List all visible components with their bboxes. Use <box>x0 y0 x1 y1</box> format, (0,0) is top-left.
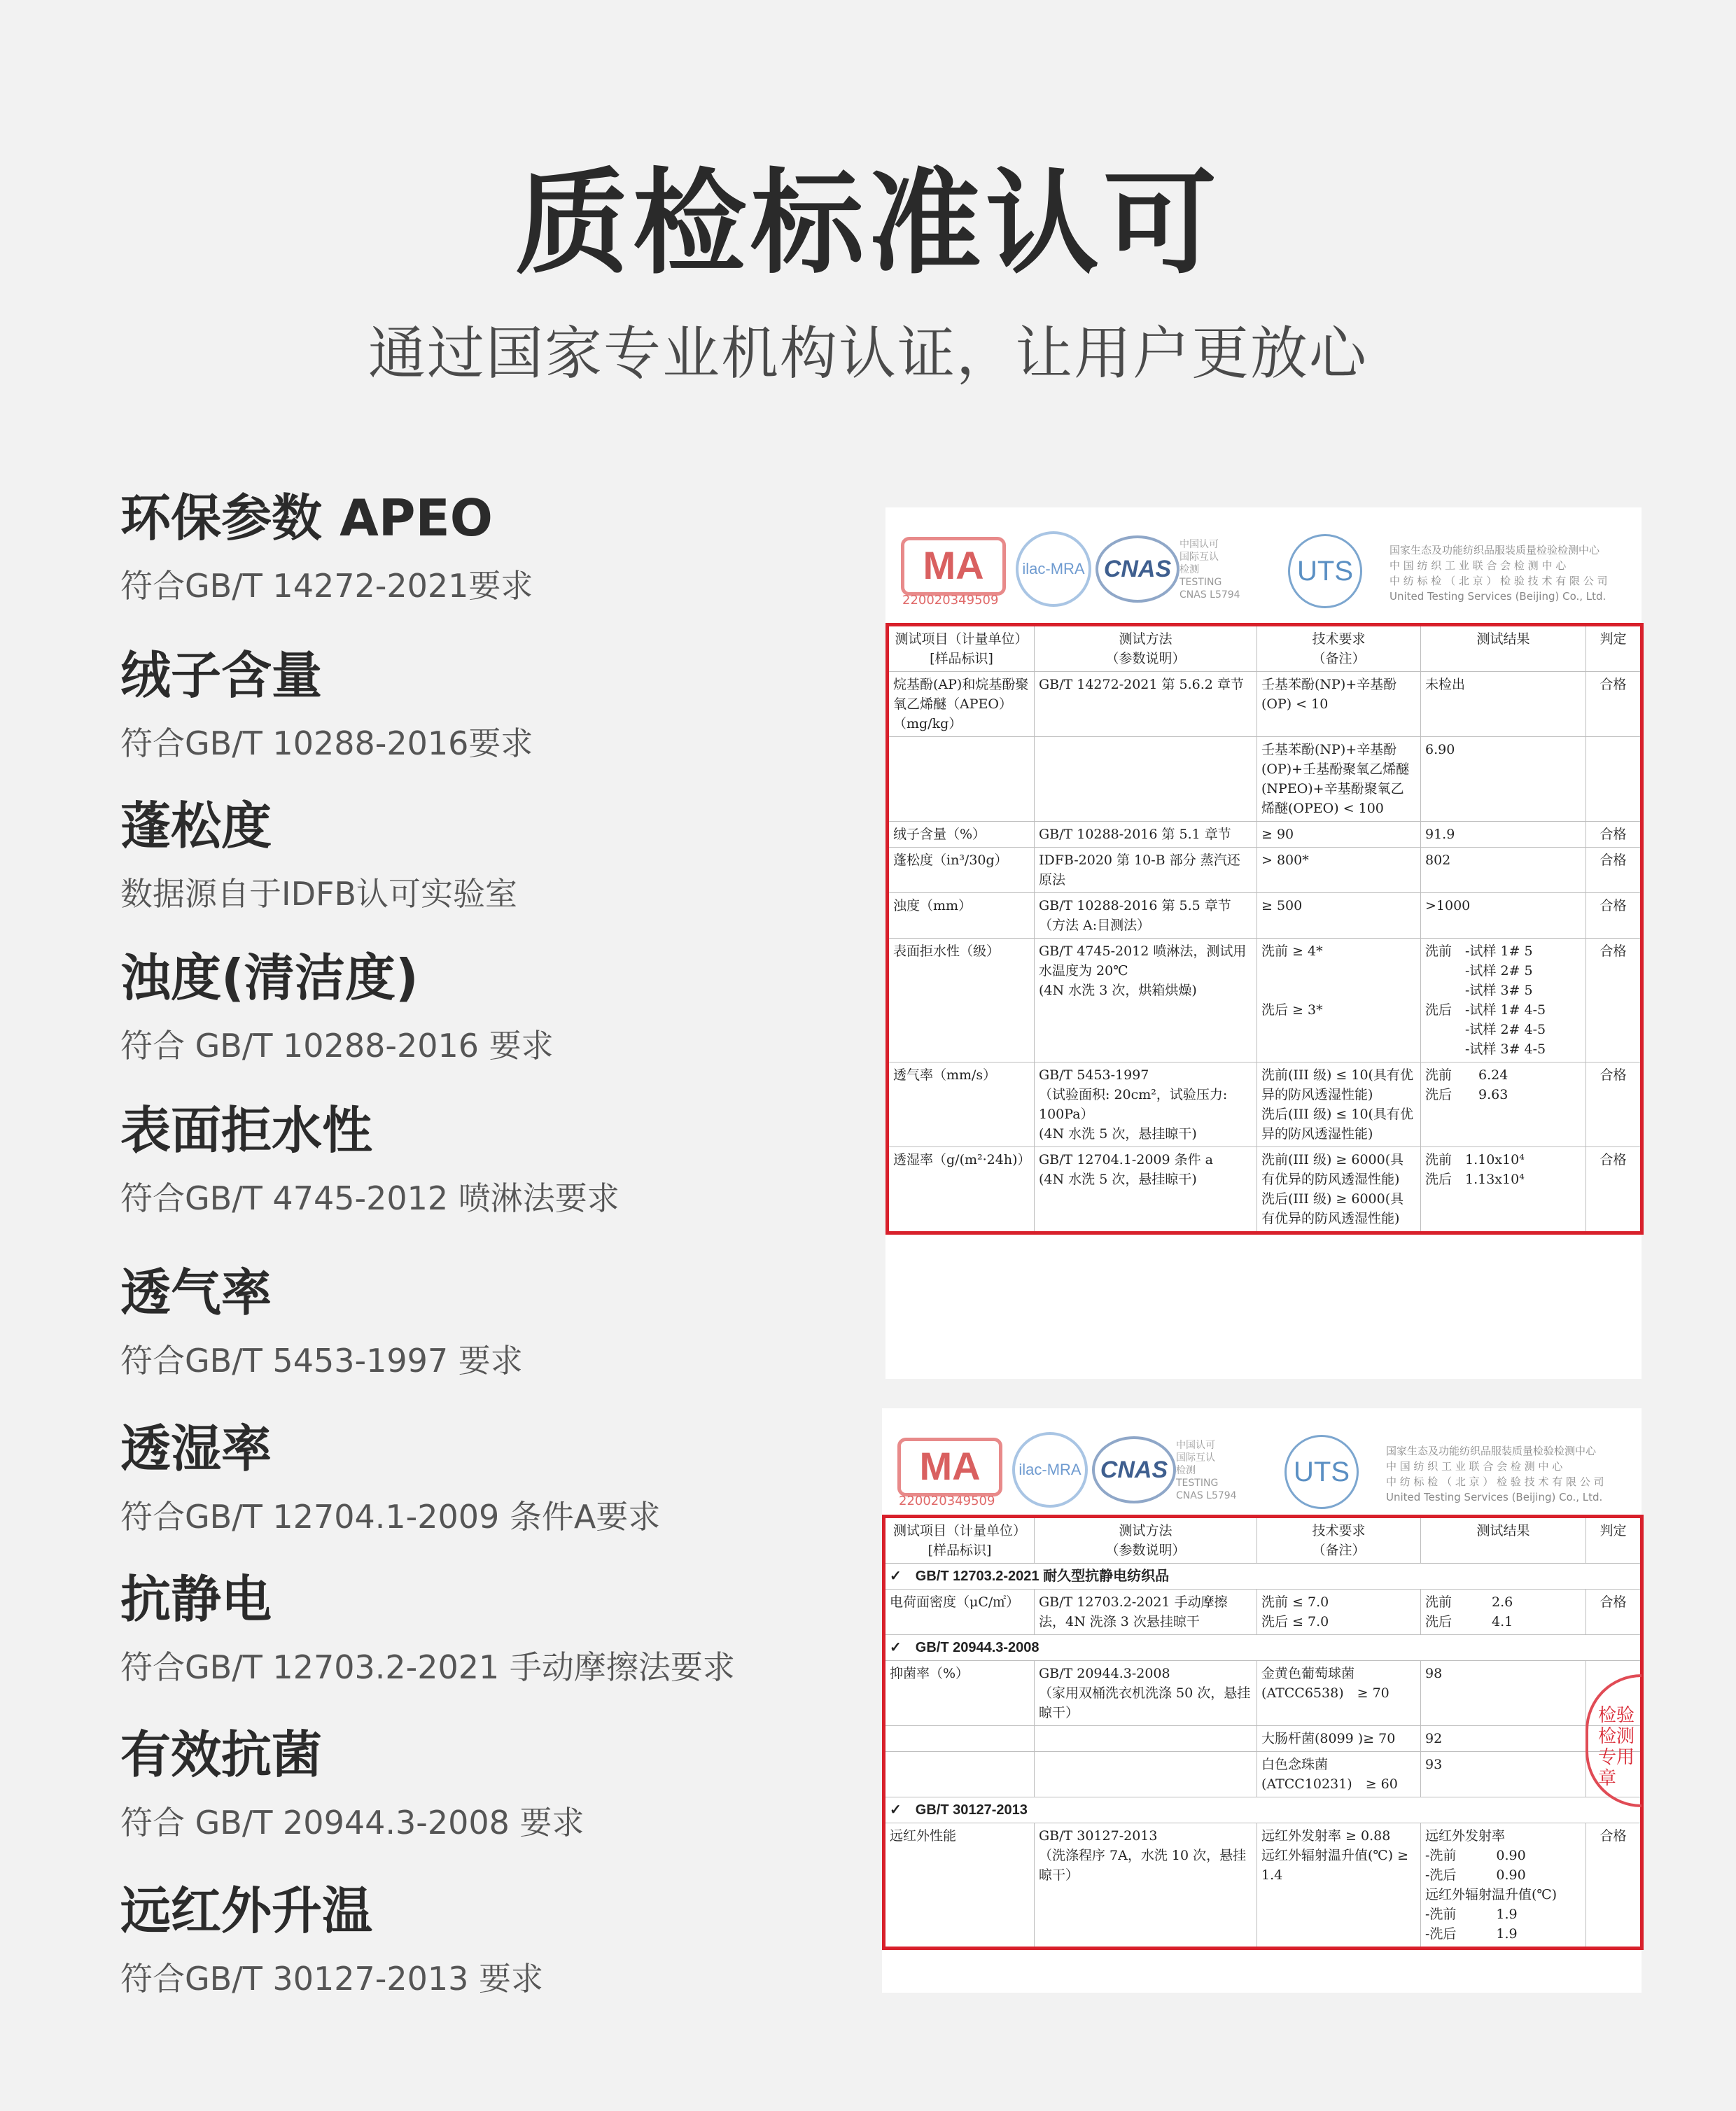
feature-name: 表面拒水性 <box>120 1101 373 1160</box>
feature-name: 抗静电 <box>120 1570 272 1629</box>
feature-item-moisture-permeability <box>120 1417 855 1536</box>
table-row <box>888 893 1642 939</box>
table-cell: 绒子含量（%） <box>888 822 1035 848</box>
table-cell: 表面拒水性（级） <box>888 939 1035 1062</box>
lab-name: 国家生态及功能纺织品服装质量检验检测中心 中 国 纺 织 工 业 联 合 会 检 测 中 心 中 纺 标 检 （ 北 京 ） 检 验 技 术 有 限 公 司 United Testing Services (Beijing) Co., Ltd. <box>1390 544 1608 603</box>
table-cell: 壬基苯酚(NP)+辛基酚(OP)+壬基酚聚氧乙烯醚(NPEO)+辛基酚聚氧乙烯醚(OPEO) < 100 <box>1257 737 1421 822</box>
table-cell: 合格 <box>1586 893 1642 939</box>
table-cell: >1000 <box>1421 893 1586 939</box>
table-cell: 合格 <box>1586 1062 1642 1147</box>
table-row <box>884 1752 1642 1797</box>
table-cell: 蓬松度（in³/30g） <box>888 848 1035 893</box>
table-cell: 远红外发射率 ≥ 0.88 远红外辐射温升值(℃) ≥ 1.4 <box>1257 1823 1421 1949</box>
feature-desc: 符合 GB/T 10288-2016 要求 <box>120 1027 554 1065</box>
table-cell: 98 <box>1421 1661 1586 1726</box>
feature-name: 蓬松度 <box>120 797 272 855</box>
table-row <box>888 848 1642 893</box>
table-cell: 洗前 6.24 洗后 9.63 <box>1421 1062 1586 1147</box>
test-report-1 <box>886 507 1642 1379</box>
table-cell <box>1035 737 1257 822</box>
table-row <box>884 1726 1642 1752</box>
feature-item-apeo <box>120 486 855 605</box>
report-header <box>886 507 1642 619</box>
cnas-caption: 中国认可 国际互认 检测 TESTING CNAS L5794 <box>1180 539 1240 601</box>
table-header-cell: 测试项目（计量单位） [样品标识] <box>888 625 1035 672</box>
feature-item-fill-power <box>120 794 855 913</box>
table-cell: 白色念珠菌 (ATCC10231) ≥ 60 <box>1257 1752 1421 1797</box>
table-cell: 802 <box>1421 848 1586 893</box>
cma-logo: MA <box>897 1438 1002 1496</box>
feature-desc: 符合GB/T 5453-1997 要求 <box>120 1342 523 1380</box>
table-cell <box>888 737 1035 822</box>
feature-desc: 符合GB/T 12704.1-2009 条件A要求 <box>120 1498 661 1536</box>
table-header-row <box>884 1517 1642 1564</box>
table-cell: GB/T 20944.3-2008 （家用双桶洗衣机洗涤 50 次，悬挂晾干） <box>1035 1661 1257 1726</box>
ilac-mra-logo: ilac-MRA <box>1012 1432 1088 1508</box>
feature-desc: 数据源自于IDFB认可实验室 <box>120 875 518 913</box>
table-section-row <box>884 1564 1642 1590</box>
cma-logo: MA <box>901 537 1006 596</box>
feature-item-water-repellency <box>120 1099 855 1218</box>
table-cell <box>884 1726 1035 1752</box>
table-cell: 91.9 <box>1421 822 1586 848</box>
table-header-cell: 技术要求 （备注） <box>1257 1517 1421 1564</box>
table-cell: 93 <box>1421 1752 1586 1797</box>
report-table-1 <box>886 623 1644 1235</box>
feature-item-turbidity <box>120 946 855 1065</box>
feature-name: 远红外升温 <box>120 1881 373 1940</box>
table-cell: 合格 <box>1586 1823 1642 1949</box>
cnas-logo: CNAS <box>1092 1436 1176 1503</box>
table-cell: 壬基苯酚(NP)+辛基酚(OP) < 10 <box>1257 672 1421 737</box>
table-header-cell: 测试方法 （参数说明） <box>1035 625 1257 672</box>
table-cell: 洗前 1.10x10⁴ 洗后 1.13x10⁴ <box>1421 1147 1586 1233</box>
report-table-2 <box>882 1515 1644 1950</box>
feature-desc: 符合GB/T 4745-2012 喷淋法要求 <box>120 1179 620 1217</box>
table-cell: 合格 <box>1586 848 1642 893</box>
table-cell: 洗前 ≤ 7.0 洗后 ≤ 7.0 <box>1257 1590 1421 1635</box>
table-cell: GB/T 5453-1997 （试验面积: 20cm²，试验压力: 100Pa） (4N 水洗 5 次，悬挂晾干) <box>1035 1062 1257 1147</box>
table-header-cell: 技术要求 （备注） <box>1257 625 1421 672</box>
table-row <box>888 1147 1642 1233</box>
section-title: ✓ GB/T 12703.2-2021 耐久型抗静电纺织品 <box>884 1564 1642 1590</box>
table-cell: 烷基酚(AP)和烷基酚聚氧乙烯醚（APEO） （mg/kg） <box>888 672 1035 737</box>
report-header <box>882 1408 1642 1520</box>
table-cell: 大肠杆菌(8099 )≥ 70 <box>1257 1726 1421 1752</box>
table-cell <box>1035 1752 1257 1797</box>
table-header-cell: 判定 <box>1586 1517 1642 1564</box>
table-cell: 远红外发射率 -洗前 0.90 -洗后 0.90 远红外辐射温升值(℃) -洗前 1.9 -洗后 1.9 <box>1421 1823 1586 1949</box>
table-header-cell: 测试方法 （参数说明） <box>1035 1517 1257 1564</box>
feature-desc: 符合 GB/T 20944.3-2008 要求 <box>120 1804 584 1842</box>
table-row <box>888 737 1642 822</box>
table-cell: GB/T 10288-2016 第 5.5 章节 （方法 A:目测法） <box>1035 893 1257 939</box>
uts-logo: UTS <box>1284 1435 1359 1509</box>
table-header-cell: 判定 <box>1586 625 1642 672</box>
table-row <box>888 1062 1642 1147</box>
table-cell: ≥ 90 <box>1257 822 1421 848</box>
feature-name: 有效抗菌 <box>120 1725 323 1784</box>
table-cell: GB/T 12704.1-2009 条件 a (4N 水洗 5 次，悬挂晾干) <box>1035 1147 1257 1233</box>
feature-item-antistatic <box>120 1568 855 1687</box>
table-cell: GB/T 30127-2013 （洗涤程序 7A，水洗 10 次，悬挂晾干） <box>1035 1823 1257 1949</box>
table-cell: 合格 <box>1586 822 1642 848</box>
table-cell: 合格 <box>1586 1590 1642 1635</box>
table-cell: 合格 <box>1586 939 1642 1062</box>
table-cell: 6.90 <box>1421 737 1586 822</box>
table-cell: 洗前 -试样 1# 5 -试样 2# 5 -试样 3# 5 洗后 -试样 1# 4-5 -试样 2# 4-5 -试样 3# 4-5 <box>1421 939 1586 1062</box>
uts-logo: UTS <box>1288 534 1362 608</box>
table-cell: 洗前 ≥ 4* 洗后 ≥ 3* <box>1257 939 1421 1062</box>
cma-number: 220020349509 <box>899 1494 995 1508</box>
table-row <box>884 1661 1642 1726</box>
table-cell: 未检出 <box>1421 672 1586 737</box>
table-row <box>888 822 1642 848</box>
table-cell: 金黄色葡萄球菌 (ATCC6538) ≥ 70 <box>1257 1661 1421 1726</box>
feature-item-far-infrared <box>120 1879 855 1998</box>
table-cell <box>884 1752 1035 1797</box>
feature-item-down-content <box>120 644 855 763</box>
table-cell: 透气率（mm/s） <box>888 1062 1035 1147</box>
page-subtitle: 通过国家专业机构认证，让用户更放心 <box>368 321 1368 387</box>
feature-name: 浊度(清洁度) <box>120 948 419 1007</box>
table-cell: ≥ 500 <box>1257 893 1421 939</box>
table-cell: > 800* <box>1257 848 1421 893</box>
table-header-cell: 测试项目（计量单位） [样品标识] <box>884 1517 1035 1564</box>
page-title: 质检标准认可 <box>515 158 1221 290</box>
table-cell: GB/T 10288-2016 第 5.1 章节 <box>1035 822 1257 848</box>
feature-name: 绒子含量 <box>120 646 323 705</box>
table-row <box>884 1590 1642 1635</box>
table-cell: 合格 <box>1586 1147 1642 1233</box>
table-cell: 洗前 2.6 洗后 4.1 <box>1421 1590 1586 1635</box>
table-cell: IDFB-2020 第 10-B 部分 蒸汽还原法 <box>1035 848 1257 893</box>
table-row <box>884 1823 1642 1949</box>
feature-desc: 符合GB/T 30127-2013 要求 <box>120 1960 544 1998</box>
cnas-logo: CNAS <box>1096 535 1180 603</box>
table-cell <box>1586 737 1642 822</box>
table-cell: 透湿率（g/(m²·24h)） <box>888 1147 1035 1233</box>
table-cell: GB/T 14272-2021 第 5.6.2 章节 <box>1035 672 1257 737</box>
table-cell: 合格 <box>1586 672 1642 737</box>
feature-item-air-permeability <box>120 1261 855 1380</box>
table-header-cell: 测试结果 <box>1421 1517 1586 1564</box>
table-section-row <box>884 1797 1642 1823</box>
feature-desc: 符合GB/T 14272-2021要求 <box>120 567 533 605</box>
section-title: ✓ GB/T 20944.3-2008 <box>884 1635 1642 1661</box>
table-cell: 电荷面密度（μC/㎡） <box>884 1590 1035 1635</box>
test-report-2 <box>882 1408 1642 1993</box>
feature-desc: 符合GB/T 12703.2-2021 手动摩擦法要求 <box>120 1648 735 1686</box>
feature-desc: 符合GB/T 10288-2016要求 <box>120 724 533 762</box>
cnas-caption: 中国认可 国际互认 检测 TESTING CNAS L5794 <box>1176 1440 1237 1501</box>
table-cell: 浊度（mm） <box>888 893 1035 939</box>
feature-name: 透气率 <box>120 1263 272 1322</box>
table-cell: 抑菌率（%） <box>884 1661 1035 1726</box>
table-cell: 92 <box>1421 1726 1586 1752</box>
table-cell: 远红外性能 <box>884 1823 1035 1949</box>
table-header-row <box>888 625 1642 672</box>
section-title: ✓ GB/T 30127-2013 <box>884 1797 1642 1823</box>
table-cell: GB/T 12703.2-2021 手动摩擦法，4N 洗涤 3 次悬挂晾干 <box>1035 1590 1257 1635</box>
table-cell <box>1035 1726 1257 1752</box>
table-section-row <box>884 1635 1642 1661</box>
table-cell: 洗前(III 级) ≥ 6000(具有优异的防风透湿性能) 洗后(III 级) ≥ 6000(具有优异的防风透湿性能) <box>1257 1147 1421 1233</box>
lab-name: 国家生态及功能纺织品服装质量检验检测中心 中 国 纺 织 工 业 联 合 会 检 测 中 心 中 纺 标 检 （ 北 京 ） 检 验 技 术 有 限 公 司 United Testing Services (Beijing) Co., Ltd. <box>1386 1445 1604 1503</box>
cma-number: 220020349509 <box>902 593 999 608</box>
feature-name: 透湿率 <box>120 1419 272 1478</box>
feature-item-antibacterial <box>120 1723 855 1842</box>
table-header-cell: 测试结果 <box>1421 625 1586 672</box>
table-row <box>888 939 1642 1062</box>
table-cell: 洗前(III 级) ≤ 10(具有优异的防风透湿性能) 洗后(III 级) ≤ 10(具有优异的防风透湿性能) <box>1257 1062 1421 1147</box>
table-cell: GB/T 4745-2012 喷淋法，测试用水温度为 20℃ (4N 水洗 3 次，烘箱烘燥) <box>1035 939 1257 1062</box>
table-row <box>888 672 1642 737</box>
ilac-mra-logo: ilac-MRA <box>1016 531 1091 607</box>
feature-name: 环保参数 APEO <box>120 489 493 547</box>
stamp-text: 检验 检测 专用章 <box>1598 1705 1635 1789</box>
